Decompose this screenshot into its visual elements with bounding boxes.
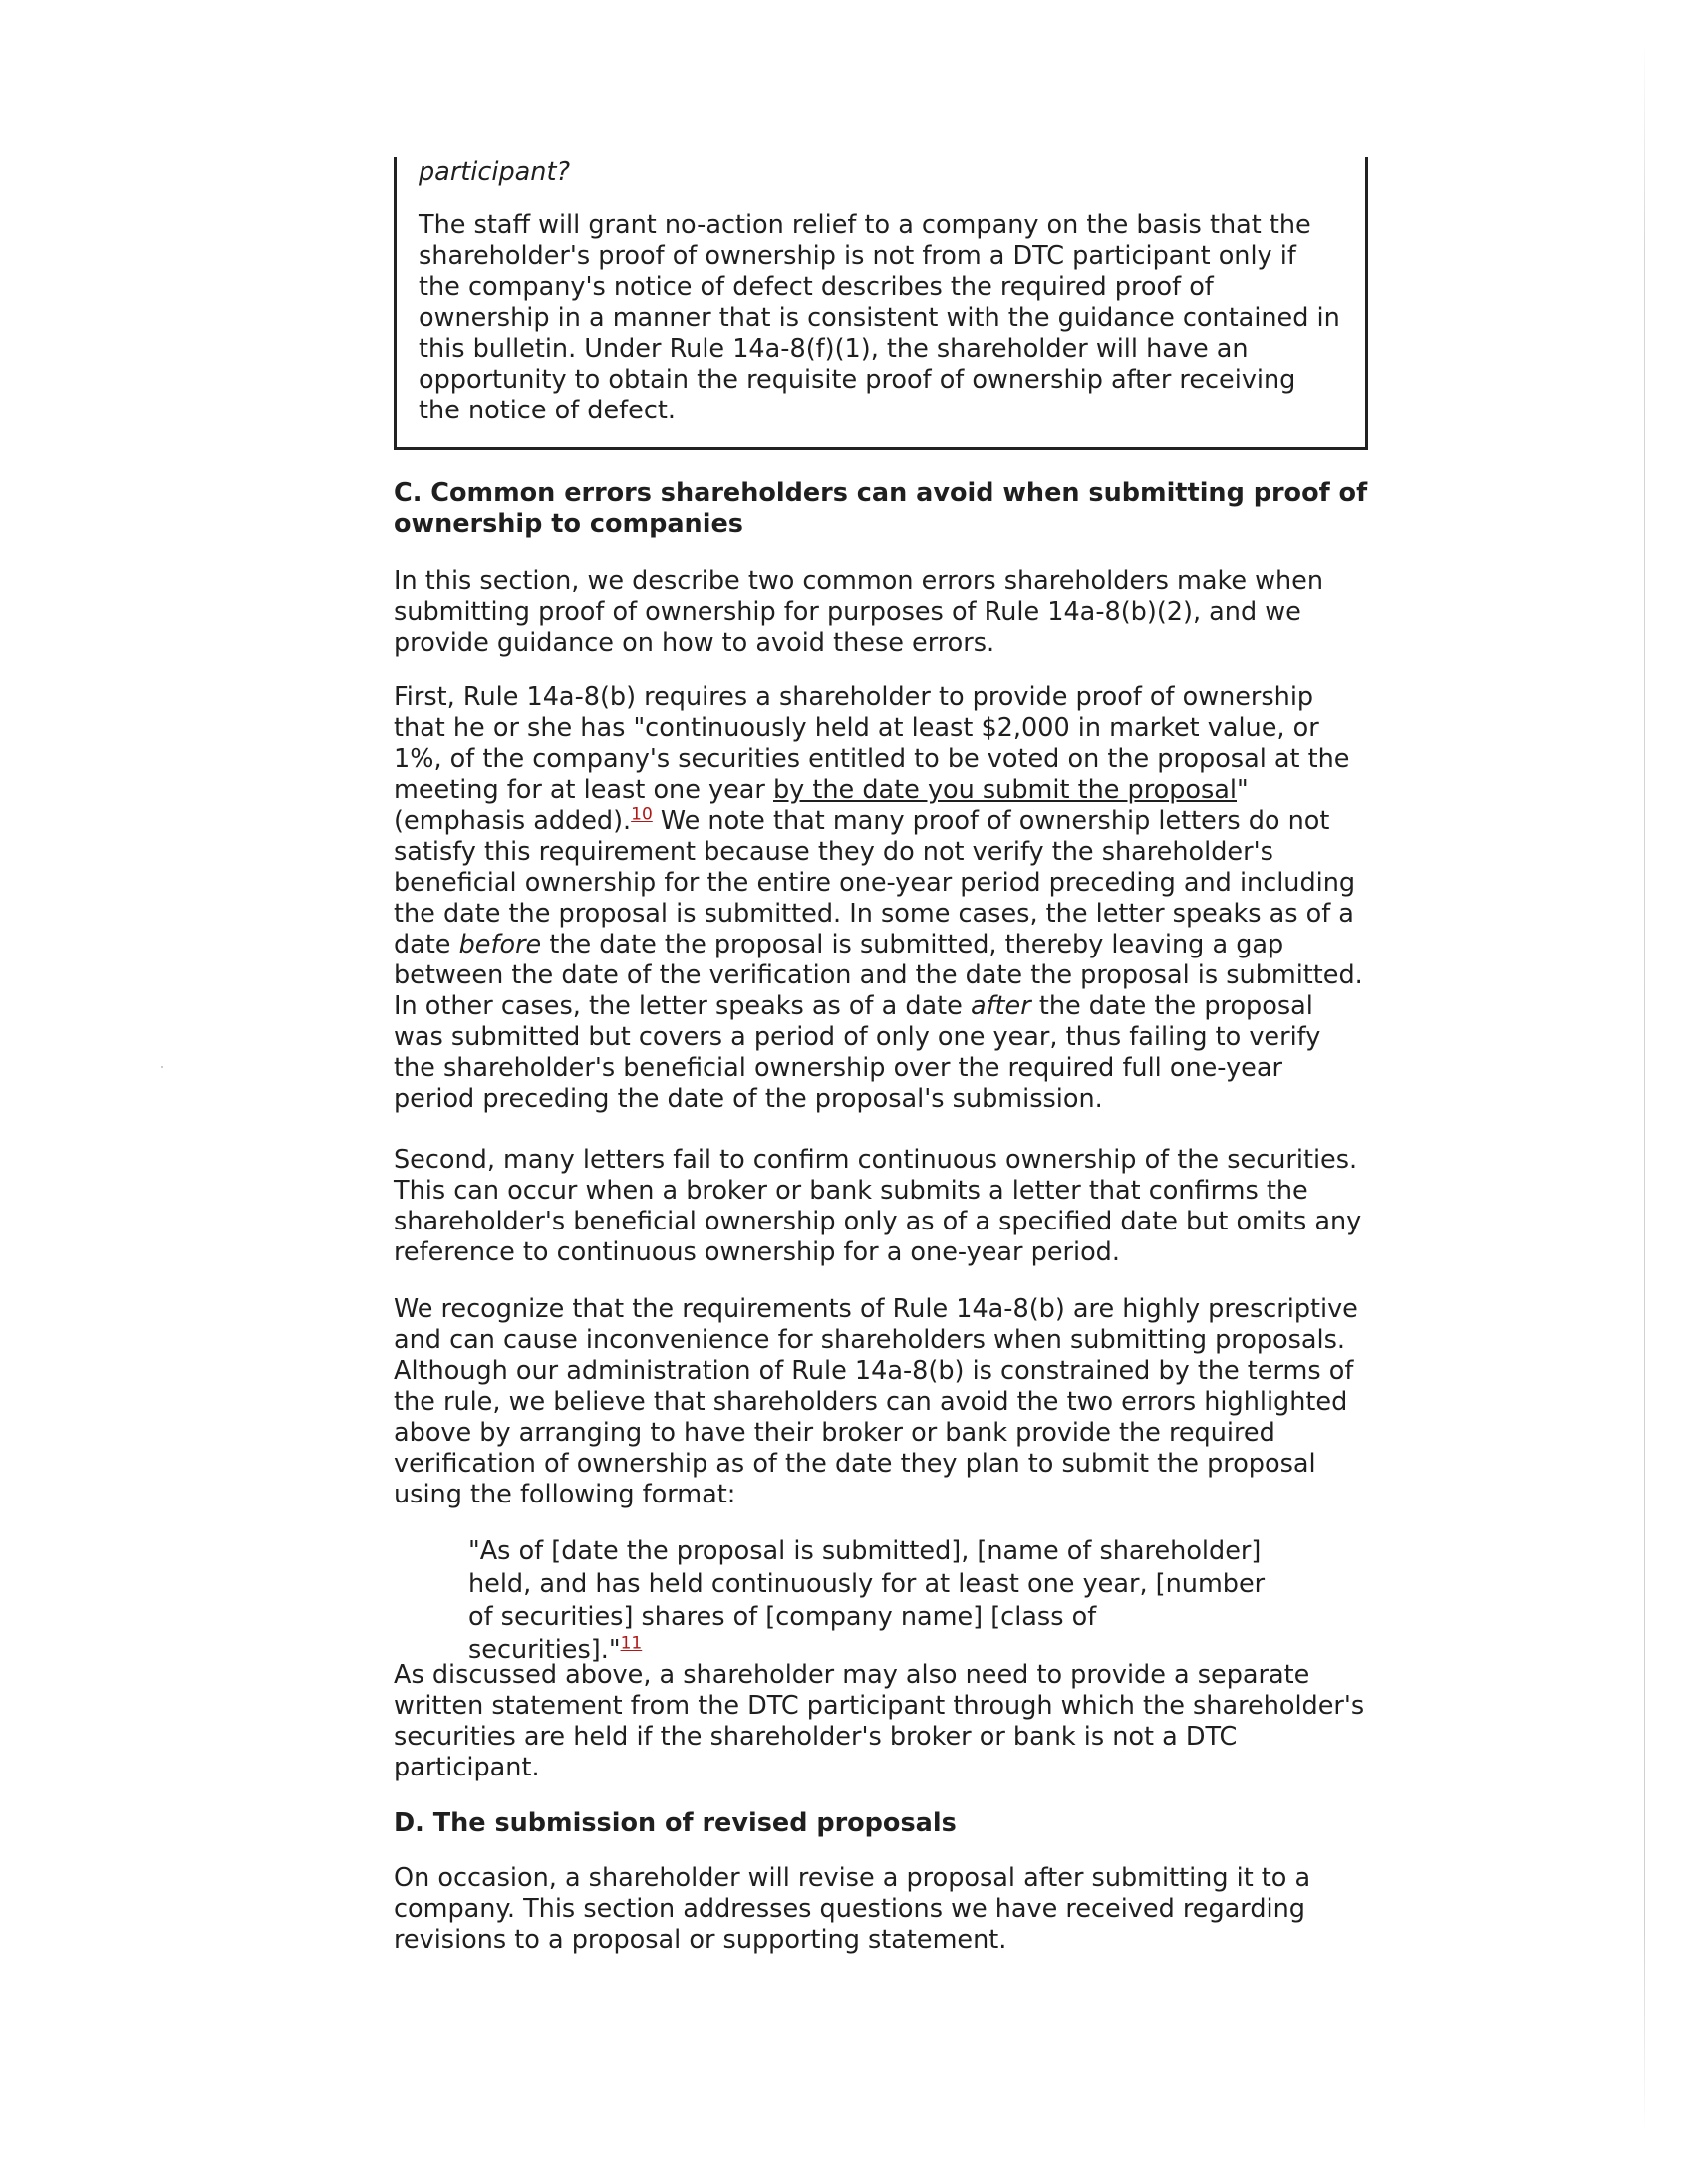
emphasis-underline: by the date you submit the proposal <box>773 775 1238 805</box>
sample-format-quote <box>394 1535 1370 1667</box>
p2-text-e: the date the proposal was submitted but covers a period of only one year, thus failing to verify the shareholder's beneficial ownership over the required full one-year period preceding the date of the proposal's submission. <box>394 991 1321 1114</box>
faq-answer-box <box>394 157 1368 450</box>
footnote-10-link[interactable]: 10 <box>631 804 653 825</box>
section-c-paragraph-3: Second, many letters fail to confirm continuous ownership of the securities. This can occur when a broker or bank submits a letter that confirms the shareholder's beneficial ownership only as of a specified date but omits any reference to continuous ownership for a one-year period. <box>394 1145 1362 1267</box>
section-c-intro <box>394 566 1370 659</box>
section-c-paragraph-5: As discussed above, a shareholder may also need to provide a separate written statement from the DTC participant through which the shareholder's securities are held if the shareholder's broker or bank is not a DTC participant. <box>394 1660 1365 1782</box>
section-c-first-error <box>394 682 1370 1115</box>
section-c <box>394 478 1370 540</box>
section-d-intro <box>394 1863 1370 1956</box>
section-c-heading: C. Common errors shareholders can avoid when submitting proof of ownership to companies <box>394 478 1368 539</box>
faq-question-tail: participant? <box>419 157 570 187</box>
quote-body: "As of [date the proposal is submitted], [name of shareholder] held, and has held continuously for at least one year, [number of securities] shares of [company name] [class of securities]." <box>468 1536 1266 1665</box>
p2-text-b: " (emphasis added). <box>394 775 1249 836</box>
emphasis-before: before <box>458 930 542 959</box>
quote-text <box>468 1535 1270 1667</box>
footnote-11-link[interactable]: 11 <box>620 1633 643 1654</box>
section-d-paragraph-1: On occasion, a shareholder will revise a proposal after submitting it to a company. This section addresses questions we have received regarding revisions to a proposal or supporting statement. <box>394 1863 1311 1955</box>
section-c-recommendation <box>394 1294 1370 1510</box>
section-c-closing <box>394 1660 1370 1783</box>
section-d <box>394 1808 1370 1839</box>
p2-text-c: We note that many proof of ownership letters do not satisfy this requirement because they do not verify the shareholder's beneficial ownership for the entire one-year period preceding and including the date the proposal is submitted. In some cases, the letter speaks as of a date <box>394 806 1356 959</box>
section-c-paragraph-2 <box>394 682 1370 1115</box>
page-edge-line <box>1644 40 1645 2132</box>
section-c-paragraph-1: In this section, we describe two common errors shareholders make when submitting proof of ownership for purposes of Rule 14a-8(b)(2), and we provide guidance on how to avoid these errors. <box>394 566 1323 658</box>
section-c-paragraph-4: We recognize that the requirements of Rule 14a-8(b) are highly prescriptive and can cause inconvenience for shareholders when submitting proposals. Although our administration of Rule 14a-8(b) is constrained by the terms of the rule, we believe that shareholders can avoid the two errors highlighted above by arranging to have their broker or bank provide the required verification of ownership as of the date they plan to submit the proposal using the following format: <box>394 1294 1358 1509</box>
section-d-heading: D. The submission of revised proposals <box>394 1808 957 1838</box>
scan-speck <box>161 1066 163 1068</box>
faq-answer-text: The staff will grant no-action relief to a company on the basis that the shareholder's proof of ownership is not from a DTC participant only if the company's notice of defect describes the required proof of ownership in a manner that is consistent with the guidance contained in this bulletin. Under Rule 14a-8(f)(1), the shareholder will have an opportunity to obtain the requisite proof of ownership after receiving the notice of defect. <box>419 210 1340 425</box>
p2-text-a: First, Rule 14a-8(b) requires a shareholder to provide proof of ownership that he or she has "continuously held at least $2,000 in market value, or 1%, of the company's securities entitled to be voted on the proposal at the meeting for at least one year <box>394 682 1350 805</box>
section-c-second-error <box>394 1145 1370 1268</box>
p2-text-d: the date the proposal is submitted, thereby leaving a gap between the date of the verification and the date the proposal is submitted. In other cases, the letter speaks as of a date <box>394 930 1363 1021</box>
emphasis-after: after <box>970 991 1031 1021</box>
